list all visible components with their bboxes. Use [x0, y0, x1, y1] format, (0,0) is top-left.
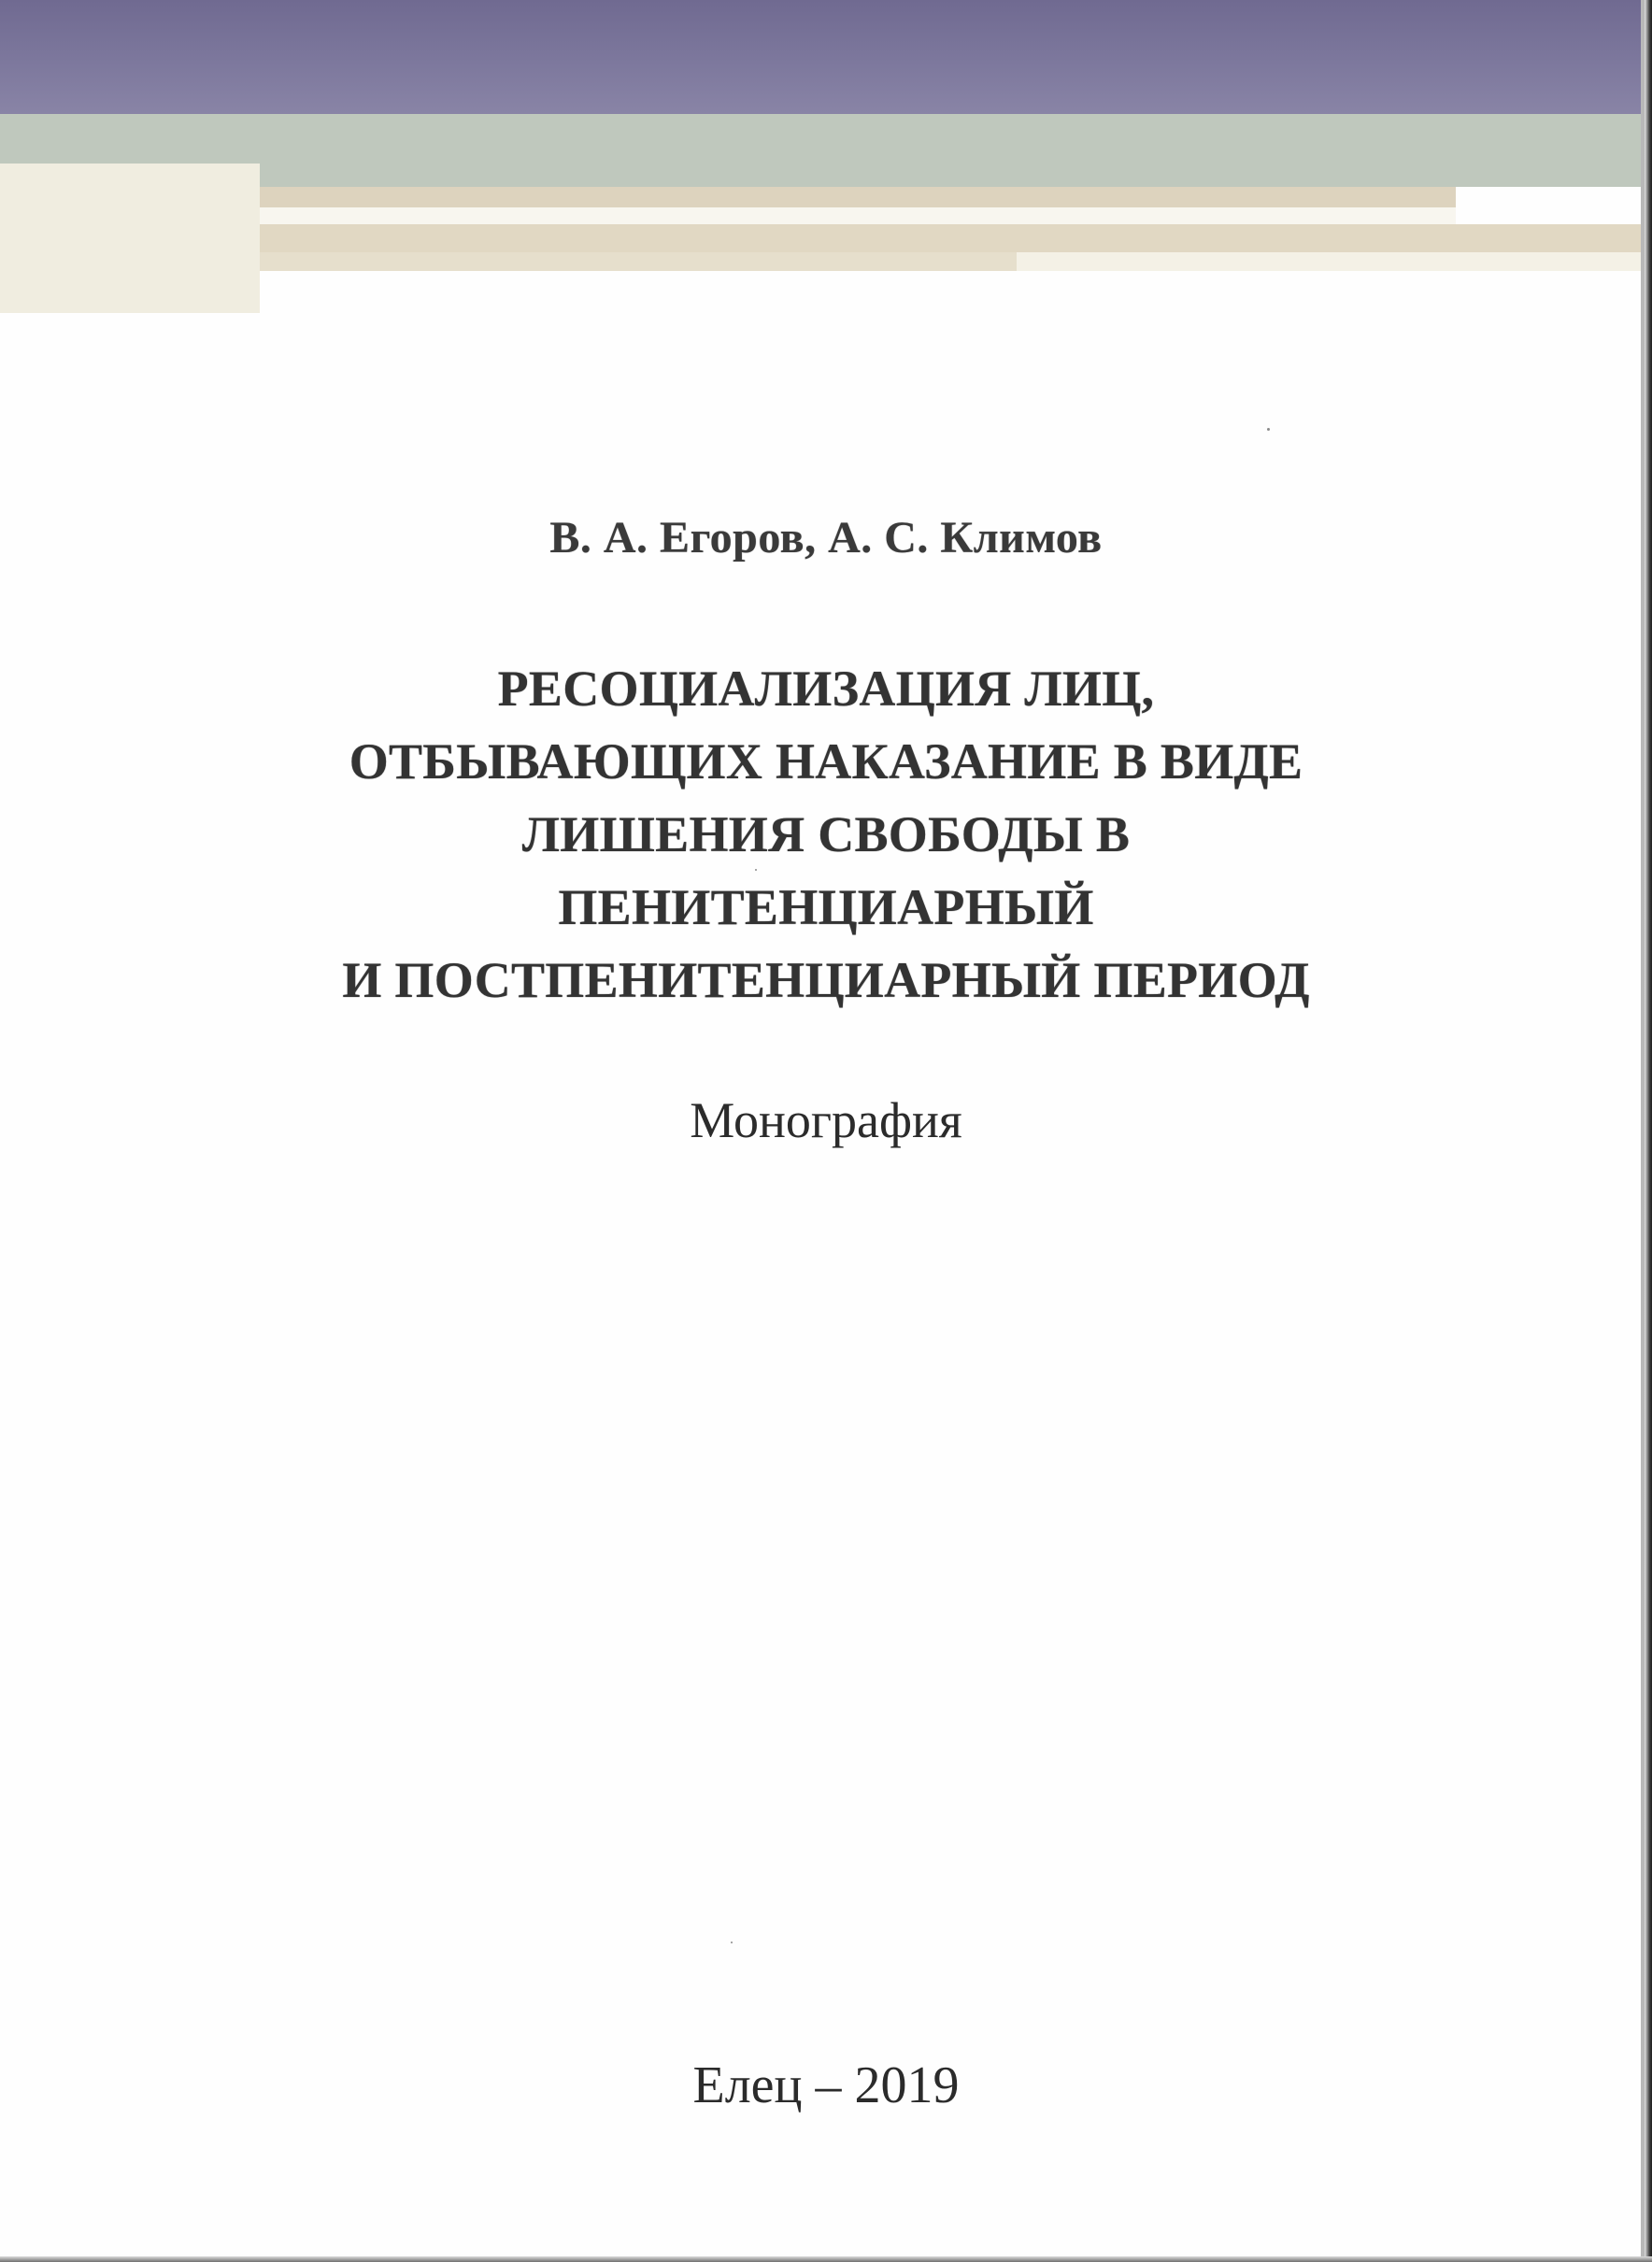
- imprint-place-year: Елец – 2019: [692, 2056, 960, 2114]
- book-title-line-5: И ПОСТПЕНИТЕНЦИАРНЫЙ ПЕРИОД: [342, 952, 1310, 1008]
- book-title-line-1: РЕСОЦИАЛИЗАЦИЯ ЛИЦ,: [497, 661, 1155, 717]
- paper-speck: [731, 1942, 733, 1943]
- top-band-tan-lower: [260, 224, 1652, 252]
- cover-edge-shadow: [1645, 0, 1652, 2262]
- top-band-cream-left: [0, 164, 260, 313]
- book-title: [0, 652, 1652, 1017]
- authors: В. А. Егоров, А. С. Климов: [549, 513, 1103, 562]
- top-band-tan-step: [260, 252, 1017, 271]
- book-title-line-3: ЛИШЕНИЯ СВОБОДЫ В: [521, 806, 1131, 862]
- paper-speck: [755, 869, 757, 871]
- top-band-light-right: [1017, 252, 1652, 271]
- genre-label: Монография: [690, 1092, 962, 1148]
- top-band-tan: [260, 187, 1456, 207]
- cover-bottom-edge: [0, 2256, 1652, 2262]
- top-band-purple: [0, 0, 1652, 114]
- paper-speck: [1267, 428, 1270, 431]
- top-band-white-strip: [260, 207, 1456, 224]
- book-title-line-2: ОТБЫВАЮЩИХ НАКАЗАНИЕ В ВИДЕ: [349, 733, 1303, 790]
- book-title-line-4: ПЕНИТЕНЦИАРНЫЙ: [558, 879, 1094, 935]
